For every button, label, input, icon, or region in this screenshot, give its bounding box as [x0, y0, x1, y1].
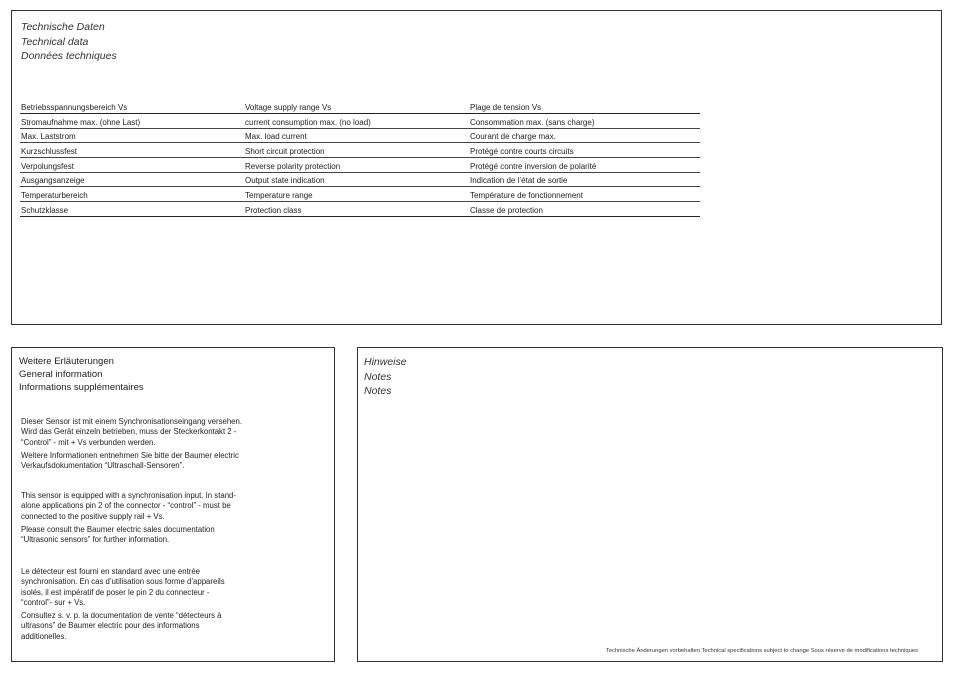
heading-fr: Notes	[364, 385, 392, 397]
cell-de: Kurzschlussfest	[20, 143, 244, 158]
cell-en: Short circuit protection	[244, 143, 469, 158]
paragraph: Dieser Sensor ist mit einem Synchronisationseingang versehen. Wird das Gerät einzeln betrieben, muss der Steckerkontakt 2 - “Control” - mit + Vs verbunden werden.	[21, 417, 243, 447]
info-text-fr	[21, 567, 321, 645]
heading-de: Weitere Erläuterungen	[19, 356, 114, 367]
cell-en: Reverse polarity protection	[244, 158, 469, 173]
technical-data-panel	[11, 10, 942, 325]
info-text-de	[21, 417, 321, 474]
heading-en: Notes	[364, 370, 392, 383]
cell-en: Max. load current	[244, 128, 469, 143]
general-info-heading	[19, 355, 144, 394]
paragraph: Weitere Informationen entnehmen Sie bitte der Baumer electric Verkaufsdokumentation “Ultraschall-Sensoren”.	[21, 450, 239, 471]
cell-fr: Consommation max. (sans charge)	[469, 114, 700, 129]
table-row	[20, 114, 700, 129]
cell-fr: Température de fonctionnement	[469, 187, 700, 202]
table-row	[20, 100, 700, 114]
cell-fr: Classe de protection	[469, 202, 700, 217]
table-row	[20, 172, 700, 187]
table-row	[20, 143, 700, 158]
cell-de: Max. Laststrom	[20, 128, 244, 143]
cell-fr: Indication de l’état de sortie	[469, 172, 700, 187]
heading-en: Technical data	[21, 35, 89, 48]
cell-fr: Courant de charge max.	[469, 128, 700, 143]
technical-data-heading	[21, 20, 117, 64]
cell-fr: Protégé contre inversion de polarité	[469, 158, 700, 173]
notes-heading	[364, 355, 407, 399]
cell-en: Temperature range	[244, 187, 469, 202]
cell-de: Ausgangsanzeige	[20, 172, 244, 187]
table-row	[20, 187, 700, 202]
cell-de: Temperaturbereich	[20, 187, 244, 202]
heading-fr: Données techniques	[21, 50, 117, 62]
paragraph: This sensor is equipped with a synchronisation input. In stand- alone applications pin 2 of the connector - “control” - must be connected to the positive supply rail + Vs.	[21, 491, 236, 521]
heading-de: Technische Daten	[21, 21, 105, 33]
paragraph: Please consult the Baumer electric sales documentation “Ultrasonic sensors” for further information.	[21, 524, 215, 545]
cell-fr: Plage de tension Vs	[469, 100, 700, 114]
cell-de: Schutzklasse	[20, 202, 244, 217]
footer-disclaimer: Technische Änderungen vorbehalten Technical specifications subject to change Sous réserve de modifications techniques	[605, 648, 918, 654]
cell-de: Verpolungsfest	[20, 158, 244, 173]
paragraph: Consultez s. v. p. la documentation de vente “détecteurs à ultrasons” de Baumer electric pour des informations additionelles.	[21, 611, 222, 641]
paragraph: Le détecteur est fourni en standard avec une entrée synchronisation. En cas d’utilisation sous forme d’appareils isolés, il est impératif de poser le pin 2 du connecteur - “control”- sur + Vs.	[21, 567, 225, 607]
cell-en: Voltage supply range Vs	[244, 100, 469, 114]
heading-en: General information	[19, 369, 103, 380]
cell-en: Protection class	[244, 202, 469, 217]
info-text-en	[21, 491, 321, 548]
cell-en: current consumption max. (no load)	[244, 114, 469, 129]
cell-de: Stromaufnahme max. (ohne Last)	[20, 114, 244, 129]
heading-fr: Informations supplémentaires	[19, 382, 144, 393]
cell-en: Output state indication	[244, 172, 469, 187]
general-info-panel	[11, 347, 335, 662]
table-row	[20, 128, 700, 143]
notes-panel	[357, 347, 943, 662]
heading-de: Hinweise	[364, 356, 407, 368]
table-row	[20, 202, 700, 217]
cell-de: Betriebsspannungsbereich Vs	[20, 100, 244, 114]
spec-table	[20, 100, 700, 217]
table-row	[20, 158, 700, 173]
cell-fr: Protégé contre courts circuits	[469, 143, 700, 158]
